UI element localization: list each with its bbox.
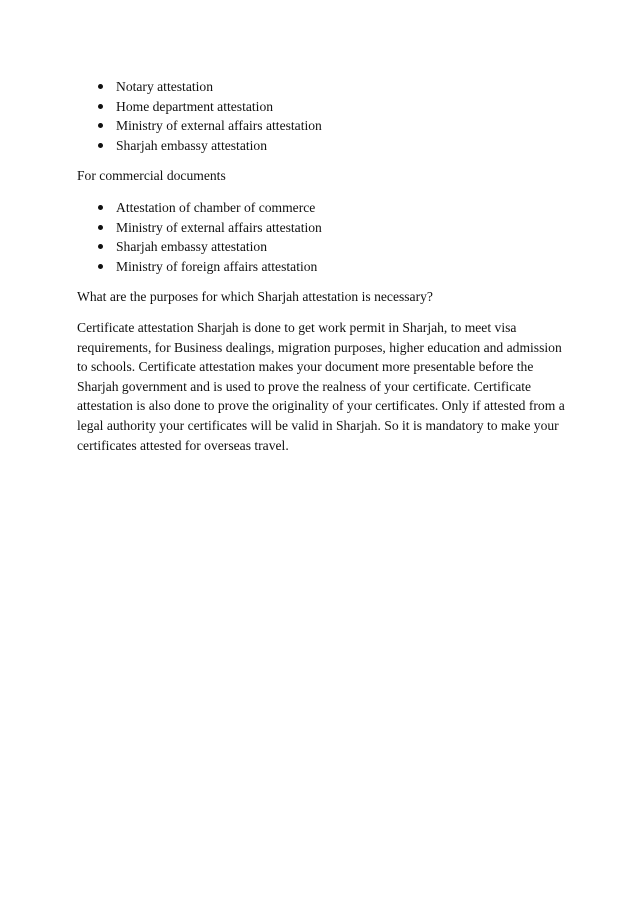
bullet-icon: [98, 244, 103, 249]
list-item: [77, 198, 567, 218]
list-item-text: Attestation of chamber of commerce: [116, 199, 316, 215]
list-item: [77, 77, 567, 97]
list-item: [77, 116, 567, 136]
attestation-list-2: [77, 198, 567, 276]
list-item: [77, 97, 567, 117]
list-item-text: Ministry of external affairs attestation: [116, 118, 322, 134]
bullet-icon: [98, 123, 103, 128]
list-item: [77, 136, 567, 156]
commercial-documents-heading: For commercial documents: [77, 168, 226, 184]
list-item-text: Notary attestation: [116, 79, 214, 94]
list-item-text: Sharjah embassy attestation: [116, 239, 268, 255]
bullet-icon: [98, 205, 103, 210]
purpose-question: What are the purposes for which Sharjah attestation is necessary?: [77, 289, 433, 305]
bullet-icon: [98, 104, 103, 109]
list-item-text: Sharjah embassy attestation: [116, 137, 268, 153]
list-item: [77, 257, 567, 277]
document-body: [77, 77, 567, 455]
list-item-text: Home department attestation: [116, 98, 274, 114]
bullet-icon: [98, 264, 103, 269]
attestation-list-1: [77, 77, 567, 155]
bullet-icon: [98, 84, 103, 89]
list-item-text: Ministry of foreign affairs attestation: [116, 258, 318, 274]
list-item: [77, 237, 567, 257]
list-item: [77, 218, 567, 238]
bullet-icon: [98, 143, 103, 148]
purpose-answer-paragraph: Certificate attestation Sharjah is done to get work permit in Sharjah, to meet visa requirements, for Business dealings, migration purposes, higher education and admission to schools. Certificate attestation makes your document more presentable before the Sharjah government and is used to prove the realness of your certificate. Certificate attestation is also done to prove the originality of your certificates. Only if attested from a legal authority your certificates will be valid in Sharjah. So it is mandatory to make your certificates attested for overseas travel.: [77, 319, 565, 453]
list-item-text: Ministry of external affairs attestation: [116, 219, 322, 235]
bullet-icon: [98, 225, 103, 230]
